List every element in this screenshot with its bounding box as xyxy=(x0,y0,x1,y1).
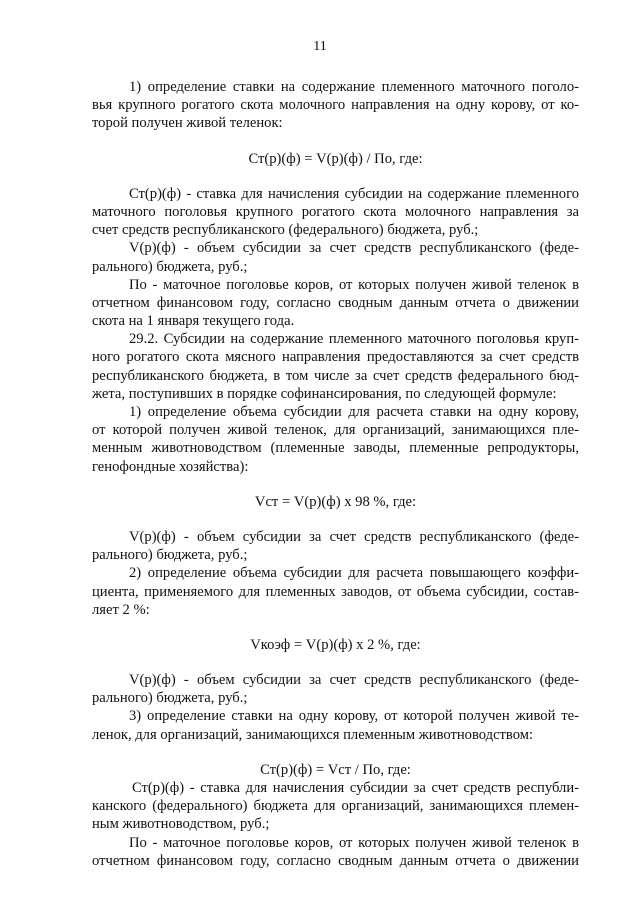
paragraph-line: ного рогатого скота мясного направления предоставляются за счет средств xyxy=(92,349,579,366)
paragraph-line: 29.2. Субсидии на содержание племенного маточного поголовья круп- xyxy=(129,331,579,348)
paragraph-line: торой получен живой теленок: xyxy=(92,115,283,132)
paragraph-line: V(р)(ф) - объем субсидии за счет средств республиканского (феде- xyxy=(129,672,579,689)
paragraph-line: 3) определение ставки на одну корову, от которой получен живой те- xyxy=(129,708,579,725)
formula: Ст(р)(ф) = V(р)(ф) / По, где: xyxy=(248,150,423,167)
document-body xyxy=(92,78,579,870)
paragraph-line: рального) бюджета, руб.; xyxy=(92,690,248,707)
paragraph-line: 1) определение объема субсидии для расчета ставки на одну корову, xyxy=(129,404,579,420)
paragraph-line: 1) определение ставки на содержание племенного маточного поголо- xyxy=(129,79,579,95)
formula: Vкоэф = V(р)(ф) х 2 %, где: xyxy=(250,636,421,653)
paragraph-line: V(р)(ф) - объем субсидии за счет средств республиканского (феде- xyxy=(129,528,579,545)
paragraph-line: Ст(р)(ф) - ставка для начисления субсидии на содержание племенного xyxy=(129,185,579,202)
formula: Ст(р)(ф) = Vст / По, где: xyxy=(260,761,411,778)
paragraph-line: отчетном финансовом году, согласно сводным данным отчета о движении xyxy=(92,294,579,311)
paragraph-line: По - маточное поголовье коров, от которых получен живой теленок в xyxy=(129,834,579,851)
page-number: 11 xyxy=(313,39,327,54)
paragraph-line: циента, применяемого для племенных заводов, от объема субсидии, состав- xyxy=(92,583,579,600)
paragraph-line: менным животноводством (племенные заводы, племенные репродукторы, xyxy=(92,440,579,457)
paragraph-line: V(р)(ф) - объем субсидии за счет средств республиканского (феде- xyxy=(129,240,579,257)
paragraph-line: 2) определение объема субсидии для расчета повышающего коэффи- xyxy=(129,565,579,582)
paragraph-line: жета, поступивших в порядке софинансирования, по следующей формуле: xyxy=(92,385,557,402)
paragraph-line: отчетном финансовом году, согласно сводным данным отчета о движении xyxy=(92,852,579,869)
formula: Vст = V(р)(ф) х 98 %, где: xyxy=(254,493,417,510)
paragraph-line: республиканского бюджета, в том числе за счет средств федерального бюд- xyxy=(92,367,579,384)
paragraph-line: скота на 1 января текущего года. xyxy=(92,313,295,330)
paragraph-line: ным животноводством, руб.; xyxy=(92,816,270,833)
paragraph-line: канского (федерального) бюджета для организаций, занимающихся племен- xyxy=(92,798,579,815)
paragraph-line: Ст(р)(ф) - ставка для начисления субсидии за счет средств республи- xyxy=(132,780,579,796)
paragraph-line: маточного поголовья крупного рогатого скота молочного направления за xyxy=(92,203,579,220)
paragraph-line: ленок, для организаций, занимающихся племенным животноводством: xyxy=(92,726,534,743)
paragraph-line: от которой получен живой теленок, для организаций, занимающихся пле- xyxy=(92,422,579,439)
paragraph-line: По - маточное поголовье коров, от которых получен живой теленок в xyxy=(129,276,579,293)
paragraph-line: генофондные хозяйства): xyxy=(92,458,249,475)
paragraph-line: рального) бюджета, руб.; xyxy=(92,547,248,564)
paragraph-line: счет средств республиканского (федерального) бюджета, руб.; xyxy=(92,222,479,239)
paragraph-line: рального) бюджета, руб.; xyxy=(92,258,248,275)
paragraph-line: ляет 2 %: xyxy=(92,601,150,618)
paragraph-line: вья крупного рогатого скота молочного направления на одну корову, от ко- xyxy=(92,97,579,114)
